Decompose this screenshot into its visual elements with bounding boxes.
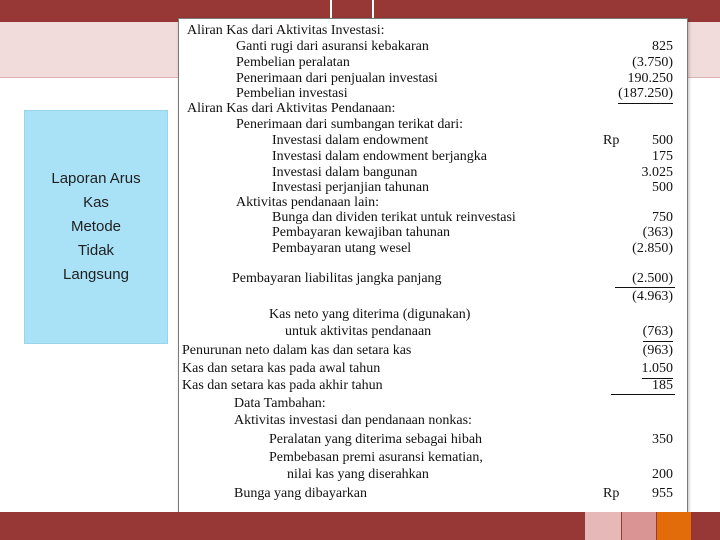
statement-row [179, 55, 689, 71]
row-label: nilai kas yang diserahkan [287, 467, 429, 482]
statement-row [179, 71, 689, 87]
statement-row [179, 413, 689, 429]
slide-title-line: Kas [83, 194, 109, 211]
slide-title-box [24, 110, 168, 344]
row-amount: (187.250) [618, 86, 673, 104]
row-amount: (3.750) [632, 55, 673, 70]
row-amount: 350 [652, 432, 673, 447]
row-label: Investasi dalam endowment berjangka [272, 149, 487, 164]
row-currency: Rp [603, 133, 620, 148]
row-label: Investasi dalam endowment [272, 133, 429, 148]
row-amount: 3.025 [641, 165, 673, 180]
statement-row [179, 361, 689, 377]
slide-title-line: Tidak [77, 242, 115, 259]
statement-row [179, 324, 689, 340]
row-amount: (4.963) [632, 289, 673, 304]
row-label: Kas dan setara kas pada akhir tahun [182, 378, 383, 393]
row-label: Aliran Kas dari Aktivitas Investasi: [187, 23, 385, 38]
row-label: untuk aktivitas pendanaan [285, 324, 432, 339]
row-label: Penerimaan dari penjualan investasi [236, 71, 438, 86]
row-label: Pembayaran liabilitas jangka panjang [232, 271, 442, 286]
row-label: Kas neto yang diterima (digunakan) [269, 307, 471, 322]
footer-square-pale [585, 512, 621, 540]
row-amount: 750 [652, 210, 673, 225]
statement-row [179, 195, 689, 211]
row-label: Pembebasan premi asuransi kematian, [269, 450, 483, 465]
row-label: Pembayaran kewajiban tahunan [272, 225, 451, 240]
row-label: Penerimaan dari sumbangan terikat dari: [236, 117, 464, 132]
row-label: Peralatan yang diterima sebagai hibah [269, 432, 483, 447]
row-amount: 190.250 [627, 71, 673, 86]
row-label: Kas dan setara kas pada awal tahun [182, 361, 381, 376]
statement-row [179, 450, 689, 466]
slide-title-line: Metode [70, 218, 122, 235]
statement-row [179, 396, 689, 412]
statement-row [179, 210, 689, 226]
row-amount: (2.500) [632, 271, 673, 286]
footer-square-orange [657, 512, 691, 540]
row-amount: (963) [642, 343, 673, 358]
subtotal-rule [615, 287, 675, 288]
row-amount: 500 [652, 180, 673, 195]
statement-row [179, 225, 689, 241]
row-amount: 500 [652, 133, 673, 148]
statement-row [179, 343, 689, 359]
row-amount: 185 [652, 378, 673, 393]
statement-row [179, 180, 689, 196]
row-label: Aktivitas investasi dan pendanaan nonkas: [234, 413, 472, 428]
row-currency: Rp [603, 486, 620, 501]
row-label: Aktivitas pendanaan lain: [236, 195, 380, 210]
slide-title [51, 167, 140, 287]
total-rule [611, 394, 675, 395]
statement-row [179, 271, 689, 287]
statement-row [179, 467, 689, 483]
slide-title-line: Laporan Arus [51, 170, 141, 187]
row-amount: 175 [652, 149, 673, 164]
row-amount: 955 [652, 486, 673, 501]
row-label: Bunga dan dividen terikat untuk reinvestasi [272, 210, 516, 225]
row-label: Penurunan neto dalam kas dan setara kas [182, 343, 412, 358]
row-label: Pembelian investasi [236, 86, 348, 101]
statement-row [179, 133, 689, 149]
statement-row [179, 39, 689, 55]
row-amount: (763) [643, 324, 673, 342]
row-amount: 1.050 [642, 361, 674, 379]
row-label: Investasi dalam bangunan [272, 165, 418, 180]
statement-row [179, 23, 689, 39]
statement-row [179, 289, 689, 305]
row-amount: (2.850) [632, 241, 673, 256]
row-label: Bunga yang dibayarkan [234, 486, 367, 501]
row-amount: 825 [652, 39, 673, 54]
row-label: Pembelian peralatan [236, 55, 350, 70]
statement-row [179, 241, 689, 257]
cash-flow-statement-image [178, 18, 688, 515]
row-label: Pembayaran utang wesel [272, 241, 412, 256]
statement-row [179, 432, 689, 448]
statement-row [179, 307, 689, 323]
statement-row [179, 378, 689, 394]
statement-row [179, 486, 689, 502]
statement-row [179, 117, 689, 133]
row-label: Data Tambahan: [234, 396, 326, 411]
statement-row [179, 86, 689, 102]
statement-row [179, 101, 689, 117]
row-label: Aliran Kas dari Aktivitas Pendanaan: [187, 101, 396, 116]
row-amount: (363) [642, 225, 673, 240]
row-label: Ganti rugi dari asuransi kebakaran [236, 39, 429, 54]
statement-row [179, 165, 689, 181]
footer-square-mid [622, 512, 656, 540]
row-amount: 200 [652, 467, 673, 482]
slide-title-line: Langsung [63, 266, 129, 283]
row-label: Investasi perjanjian tahunan [272, 180, 430, 195]
statement-row [179, 149, 689, 165]
